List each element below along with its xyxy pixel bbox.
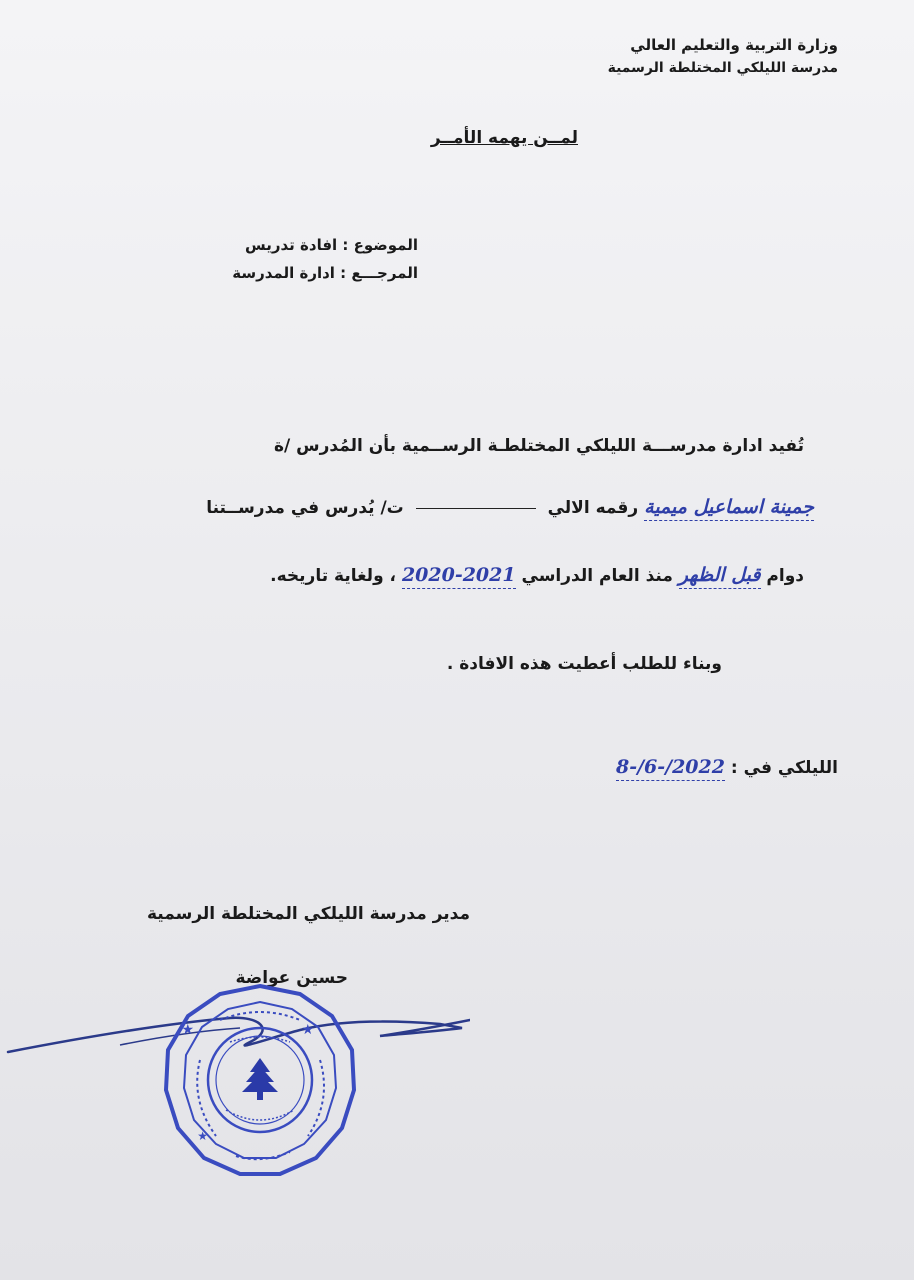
shift-label: دوام [766,566,804,586]
document-title: لمــن يهمه الأمــر [430,128,578,148]
principal-name: حسين عواضة [235,968,348,988]
svg-text:★: ★ [197,1129,208,1143]
svg-text:★: ★ [301,1022,314,1038]
number-blank [416,507,536,509]
svg-text:★: ★ [181,1022,194,1038]
official-seal [160,980,360,1180]
number-label: رقمه الالي [547,498,639,518]
body-line-3 [270,564,804,586]
subject-line: الموضوع : افادة تدريس [245,236,418,254]
shift-handwritten: قبل الظهر [679,564,761,589]
ministry-header: وزارة التربية والتعليم العالي [630,36,838,54]
date-line [616,756,838,778]
principal-title: مدير مدرسة الليلكي المختلطة الرسمية [146,904,470,924]
teacher-name-handwritten: جمينة اسماعيل ميمية [644,496,814,521]
year-handwritten: 2020-2021 [402,564,516,589]
school-header: مدرسة الليلكي المختلطة الرسمية [607,60,838,76]
reference-line: المرجـــع : ادارة المدرسة [232,264,418,282]
body-line-4: وبناء للطلب أعطيت هذه الافادة . [446,654,722,674]
body-line-2-end: ت/ يُدرس في مدرســتنا [206,498,404,518]
body-line-1: تُفيد ادارة مدرســـة الليلكي المختلطـة الرســمية بأن المُدرس /ة [273,436,804,456]
year-label: منذ العام الدراسي [521,566,673,586]
date-label: الليلكي في : [730,758,838,778]
body-line-2 [206,496,814,518]
body-line-3-end: ، ولغاية تاريخه. [270,566,397,586]
date-handwritten: 8-/6-/2022 [616,756,725,781]
